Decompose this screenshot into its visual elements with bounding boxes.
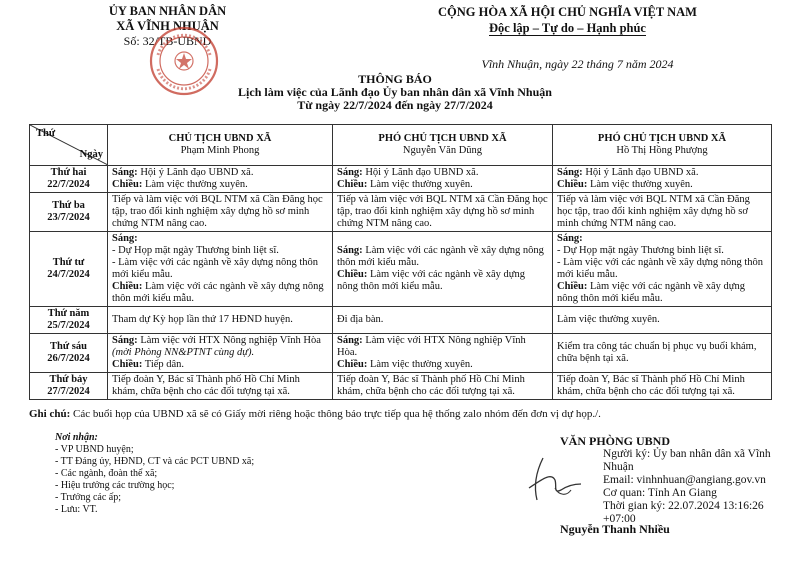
afternoon-label: Chiều: (337, 359, 368, 370)
handwritten-signature-icon (515, 450, 595, 510)
column-role: PHÓ CHỦ TỊCH UBND XÃ (597, 133, 727, 144)
afternoon-text: Làm việc thường xuyên. (587, 179, 693, 190)
authority-line1: ỦY BAN NHÂN DÂN (108, 4, 227, 18)
list-item: - Các ngành, đoàn thể xã; (55, 468, 158, 479)
weekday: Thứ năm (47, 308, 90, 319)
day-cell (30, 166, 108, 193)
afternoon-label: Chiều: (557, 281, 588, 292)
afternoon-text: Tiếp dân. (142, 359, 185, 370)
column-role: PHÓ CHỦ TỊCH UBND XÃ (378, 133, 507, 144)
corner-top-label: Thứ (36, 128, 56, 139)
date: 22/7/2024 (47, 179, 90, 190)
weekday: Thứ hai (50, 167, 87, 178)
weekday: Thứ sáu (50, 341, 87, 352)
document-number: Số: 32/TB-UBND (123, 34, 212, 48)
authority-line2: XÃ VĨNH NHUẬN (116, 19, 219, 33)
day-cell (30, 373, 108, 400)
morning-label: Sáng: (557, 233, 583, 244)
afternoon-text: Làm việc với các ngành về xây dựng nông thôn mới kiểu mẫu. (557, 281, 745, 304)
schedule-cell (553, 166, 772, 193)
date: 24/7/2024 (47, 269, 90, 280)
morning-text: Làm việc với HTX Nông nghiệp Vĩnh Hòa (137, 335, 321, 346)
morning-text: Hội ý Lãnh đạo UBND xã. (362, 167, 479, 178)
weekday: Thứ tư (52, 257, 85, 268)
schedule-cell: Đi địa bàn. (333, 307, 553, 334)
column-person: Phạm Minh Phong (180, 145, 260, 156)
table-row (30, 193, 772, 232)
morning-item: - Làm việc với các ngành về xây dựng nông thôn mới kiểu mẫu. (557, 257, 764, 280)
morning-label: Sáng: (112, 335, 138, 346)
schedule-cell (553, 232, 772, 307)
title-line1: THÔNG BÁO (358, 72, 432, 86)
email-line: Email: vinhnhuan@angiang.gov.vn (603, 474, 766, 486)
afternoon-text: Làm việc thường xuyên. (142, 179, 248, 190)
schedule-cell (108, 334, 333, 373)
list-item: - Hiệu trưởng các trường học; (55, 480, 175, 491)
afternoon-text: Làm việc với các ngành về xây dựng nông thôn mới kiểu mẫu. (337, 269, 525, 292)
schedule-table (29, 124, 772, 400)
schedule-cell: Tiếp đoàn Y, Bác sĩ Thành phố Hồ Chí Minh khám, chữa bệnh cho các đối tượng tại xã. (108, 373, 333, 400)
afternoon-label: Chiều: (337, 179, 368, 190)
title-line3: Từ ngày 22/7/2024 đến ngày 27/7/2024 (297, 98, 493, 112)
corner-bottom-label: Ngày (79, 149, 103, 160)
date: 23/7/2024 (47, 212, 90, 223)
footnote (29, 408, 771, 420)
afternoon-text: Làm việc thường xuyên. (367, 359, 473, 370)
schedule-cell: Tiếp và làm việc với BQL NTM xã Cần Đăng học tập, trao đổi kinh nghiệm xây dựng hồ sơ minh chứng NTM nâng cao. (108, 193, 333, 232)
date: 26/7/2024 (47, 353, 90, 364)
schedule-cell: Tiếp đoàn Y, Bác sĩ Thành phố Hồ Chí Minh khám, chữa bệnh cho các đối tượng tại xã. (333, 373, 553, 400)
morning-text: Làm việc với các ngành về xây dựng nông thôn mới kiểu mẫu. (337, 245, 544, 268)
table-row (30, 373, 772, 400)
schedule-cell (333, 166, 553, 193)
organization-line: Cơ quan: Tỉnh An Giang (603, 487, 717, 499)
afternoon-text: Làm việc với các ngành về xây dựng nông thôn mới kiểu mẫu. (112, 281, 324, 304)
digital-signature-info (603, 448, 793, 526)
note-text: Các buổi họp của UBND xã sẽ có Giấy mời riêng hoặc thông báo trực tiếp qua hệ thống zalo nhóm đến đơn vị dự họp./. (70, 408, 601, 420)
list-item: - VP UBND huyện; (55, 444, 134, 455)
date: 27/7/2024 (47, 386, 90, 397)
morning-item: - Làm việc với các ngành về xây dựng nông thôn mới kiểu mẫu. (112, 257, 319, 280)
morning-text: Làm việc với HTX Nông nghiệp Vĩnh Hòa. (337, 335, 526, 358)
column-role: CHỦ TỊCH UBND XÃ (168, 133, 272, 144)
morning-text: Hội ý Lãnh đạo UBND xã. (582, 167, 699, 178)
morning-item: - Dự Họp mặt ngày Thương binh liệt sĩ. (557, 245, 724, 256)
day-cell (30, 307, 108, 334)
signer-line: Người ký: Ủy ban nhân dân xã Vĩnh Nhuận (603, 448, 771, 473)
note-label: Ghi chú: (29, 408, 71, 420)
weekday: Thứ bảy (49, 374, 88, 385)
schedule-cell: Tiếp và làm việc với BQL NTM xã Cần Đăng học tập, trao đổi kinh nghiệm xây dựng hồ sơ minh chứng NTM nâng cao. (333, 193, 553, 232)
day-cell (30, 193, 108, 232)
morning-label: Sáng: (337, 167, 363, 178)
country-name: CỘNG HÒA XÃ HỘI CHỦ NGHĨA VIỆT NAM (438, 5, 697, 19)
weekday: Thứ ba (52, 200, 85, 211)
schedule-cell: Kiểm tra công tác chuẩn bị phục vụ buổi khám, chữa bệnh tại xã. (553, 334, 772, 373)
column-header-chairman (108, 125, 333, 166)
table-row (30, 334, 772, 373)
column-header-vice-1 (333, 125, 553, 166)
morning-label: Sáng: (337, 335, 363, 346)
morning-label: Sáng: (337, 245, 363, 256)
schedule-cell (333, 232, 553, 307)
schedule-cell: Tiếp và làm việc với BQL NTM xã Cần Đăng học tập, trao đổi kinh nghiệm xây dựng hồ sơ minh chứng NTM nâng cao. (553, 193, 772, 232)
afternoon-label: Chiều: (557, 179, 588, 190)
morning-label: Sáng: (112, 233, 138, 244)
day-cell (30, 334, 108, 373)
title-line2: Lịch làm việc của Lãnh đạo Ủy ban nhân dân xã Vĩnh Nhuận (238, 85, 552, 99)
corner-cell (30, 125, 108, 166)
column-header-vice-2 (553, 125, 772, 166)
column-person: Nguyễn Văn Dũng (402, 145, 483, 156)
afternoon-label: Chiều: (112, 281, 143, 292)
day-cell (30, 232, 108, 307)
afternoon-label: Chiều: (112, 179, 143, 190)
schedule-cell (108, 166, 333, 193)
signing-office: VĂN PHÒNG UBND (560, 434, 670, 448)
afternoon-label: Chiều: (112, 359, 143, 370)
table-row (30, 232, 772, 307)
recipients-list (55, 432, 355, 516)
list-item: - Trưởng các ấp; (55, 492, 121, 503)
schedule-cell: Làm việc thường xuyên. (553, 307, 772, 334)
sign-time-line: Thời gian ký: 22.07.2024 13:16:26 +07:00 (603, 500, 764, 525)
afternoon-text: Làm việc thường xuyên. (367, 179, 473, 190)
morning-item: - Dự Họp mặt ngày Thương binh liệt sĩ. (112, 245, 279, 256)
table-header-row (30, 125, 772, 166)
schedule-cell (108, 232, 333, 307)
column-person: Hồ Thị Hồng Phượng (616, 145, 708, 156)
national-motto (375, 4, 760, 36)
schedule-cell: Tham dự Kỳ họp lần thứ 17 HĐND huyện. (108, 307, 333, 334)
morning-note: (mời Phòng NN&PTNT cùng dự). (112, 347, 255, 358)
morning-label: Sáng: (112, 167, 138, 178)
recipients-heading: Nơi nhận: (55, 432, 98, 443)
afternoon-label: Chiều: (337, 269, 368, 280)
issue-date: Vĩnh Nhuận, ngày 22 tháng 7 năm 2024 (481, 57, 674, 71)
table-row (30, 166, 772, 193)
schedule-cell (333, 334, 553, 373)
signer-name: Nguyễn Thanh Nhiều (560, 522, 670, 536)
document-title (195, 73, 595, 112)
morning-text: Hội ý Lãnh đạo UBND xã. (137, 167, 254, 178)
motto: Độc lập – Tự do – Hạnh phúc (489, 21, 646, 35)
morning-label: Sáng: (557, 167, 583, 178)
date: 25/7/2024 (47, 320, 90, 331)
list-item: - TT Đảng ủy, HĐND, CT và các PCT UBND xã; (55, 456, 255, 467)
list-item: - Lưu: VT. (55, 504, 98, 515)
schedule-cell: Tiếp đoàn Y, Bác sĩ Thành phố Hồ Chí Minh khám, chữa bệnh cho các đối tượng tại xã. (553, 373, 772, 400)
table-row (30, 307, 772, 334)
